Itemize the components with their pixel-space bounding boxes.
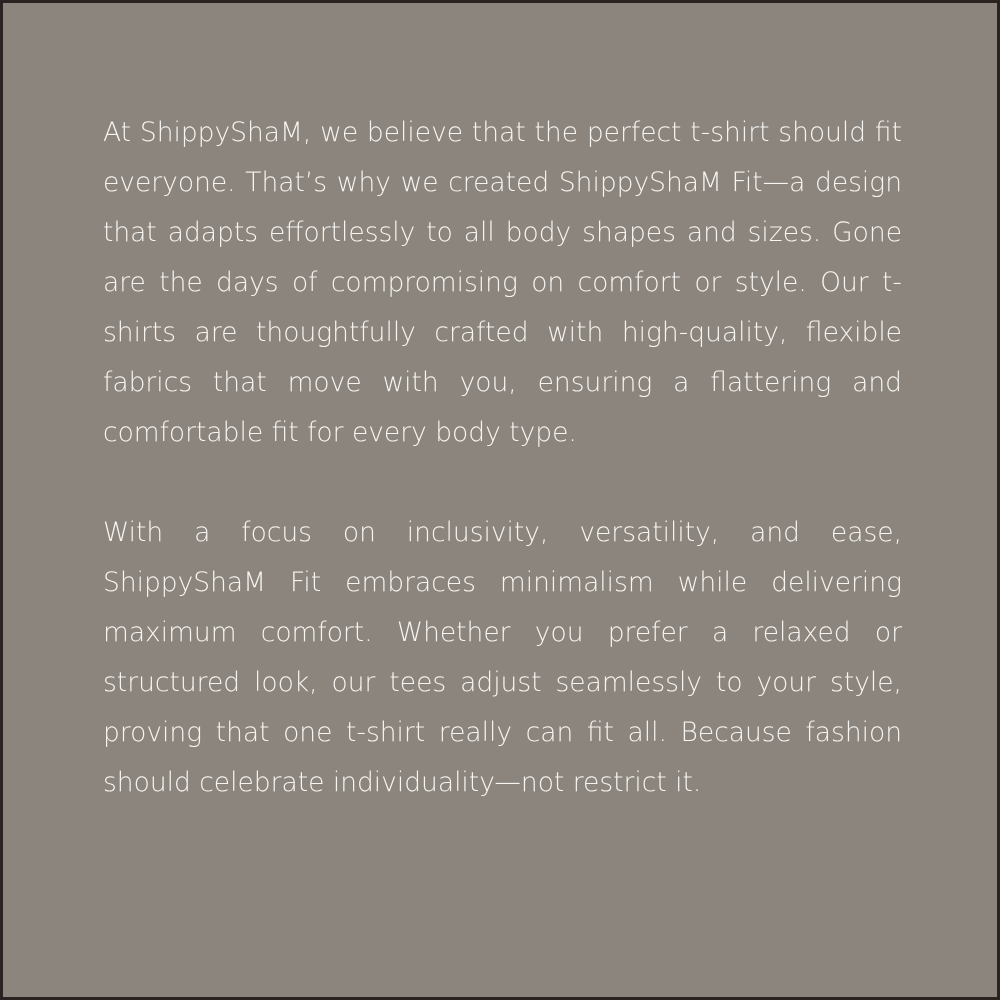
intro-paragraph: At ShippyShaM, we believe that the perfect t-shirt should fit everyone. That’s why we created ShippyShaM Fit—a design that adapts effortlessly to all body shapes and sizes. Gone are the days of compromising on comfort or style. Our t-shirts are thoughtfully crafted with high-quality, flexible fabrics that move with you, ensuring a flattering and comfortable fit for every body type. (103, 117, 902, 448)
closing-paragraph: With a focus on inclusivity, versatility, and ease, ShippyShaM Fit embraces minimalism while delivering maximum comfort. Whether you prefer a relaxed or structured look, our tees adjust seamlessly to your style, proving that one t-shirt really can fit all. Because fashion should celebrate individuality—not restrict it. (103, 517, 902, 798)
body-text (103, 108, 902, 808)
